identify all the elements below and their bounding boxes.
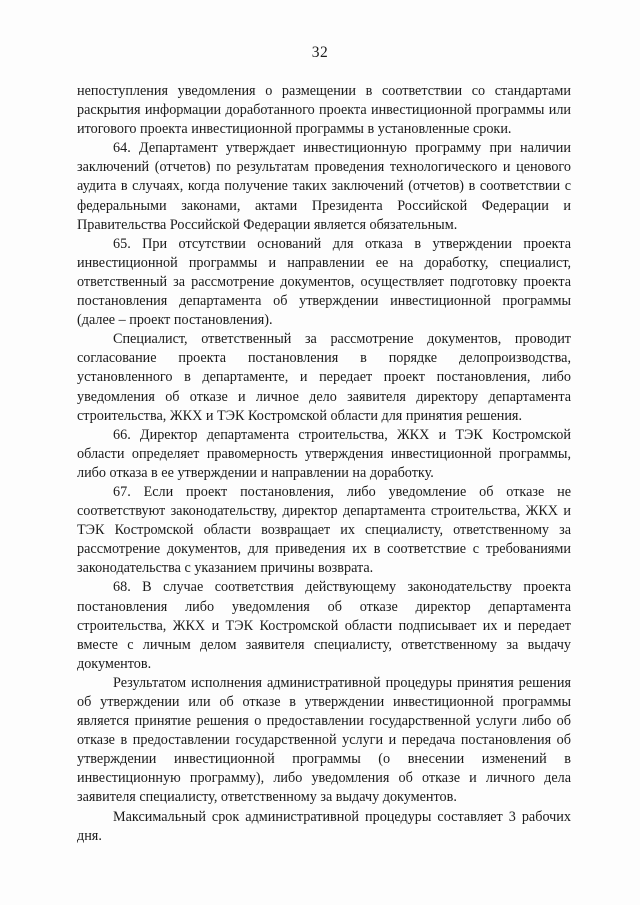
paragraph-67: 67. Если проект постановления, либо уведомление об отказе не соответствуют законодательству, директор департамента строительства, ЖКХ и ТЭК Костромской области возвращает их специалисту, ответственному за рассмотрение документов, для приведения их в соответствие с требованиями законодательства с указанием причины возврата. [77, 483, 571, 577]
paragraph-result: Результатом исполнения административной процедуры принятия решения об утверждении или об отказе в утверждении инвестиционной программы является принятие решения о предоставлении государственной услуги либо об отказе в предоставлении государственной услуги и передача постановления об утверждении инвестиционной программы (о внесении изменений в инвестиционную программу), либо уведомления об отказе и личного дела заявителя специалисту, ответственному за выдачу документов. [77, 674, 571, 806]
paragraph-64: 64. Департамент утверждает инвестиционную программу при наличии заключений (отчетов) по результатам проведения технологического и ценового аудита в случаях, когда получение таких заключений (отчетов) в соответствии с федеральными законами, актами Президента Российской Федерации и Правительства Российской Федерации является обязательным. [77, 140, 571, 233]
page-number: 32 [311, 44, 329, 61]
paragraph-65-specialist: Специалист, ответственный за рассмотрение документов, проводит согласование проекта постановления в порядке делопроизводства, установленного в департаменте, и передает проект постановления, либо уведомления об отказе и личное дело заявителя директору департамента строительства, ЖКХ и ТЭК Костромской области для принятия решения. [77, 331, 571, 424]
paragraph-continuation: непоступления уведомления о размещении в соответствии со стандартами раскрытия информации доработанного проекта инвестиционной программы или итогового проекта инвестиционной программы в установленные сроки. [77, 83, 571, 138]
paragraph-65: 65. При отсутствии оснований для отказа в утверждении проекта инвестиционной программы и направлении ее на доработку, специалист, ответственный за рассмотрение документов, осуществляет подготовку проекта постановления департамента об утверждении инвестиционной программы (далее – проект постановления). [77, 235, 571, 329]
paragraph-66: 66. Директор департамента строительства, ЖКХ и ТЭК Костромской области определяет правомерность утверждения инвестиционной программы, либо отказа в ее утверждении и направлении на доработку. [77, 426, 571, 481]
document-body [77, 82, 571, 846]
paragraph-max-term: Максимальный срок административной процедуры составляет 3 рабочих дня. [77, 808, 571, 844]
paragraph-68: 68. В случае соответствия действующему законодательству проекта постановления либо уведомления об отказе директор департамента строительства, ЖКХ и ТЭК Костромской области подписывает их и передает вместе с личным делом заявителя специалисту, ответственному за выдачу документов. [77, 579, 571, 672]
